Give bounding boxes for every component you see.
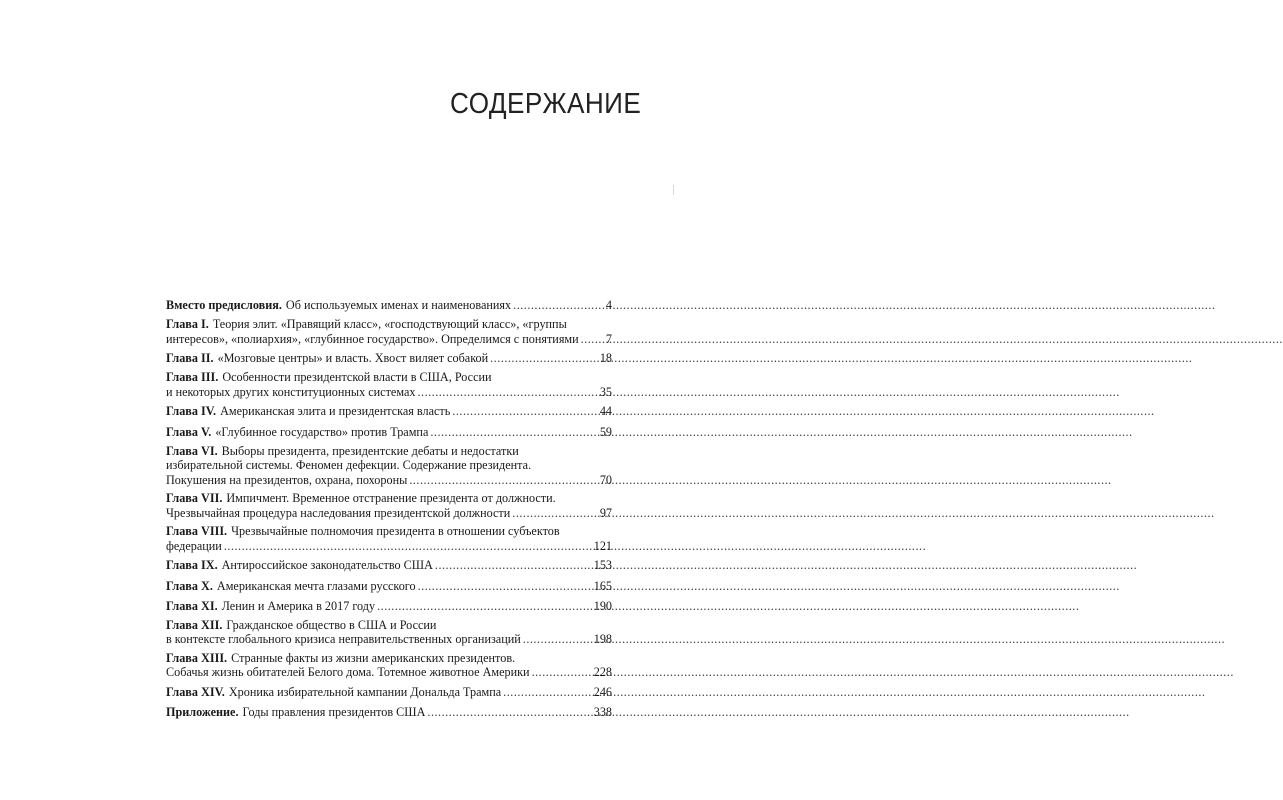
toc-entry-text: Теория элит. «Правящий класс», «господствующий класс», «группы	[212, 317, 567, 332]
toc-entry	[166, 578, 612, 594]
page-title: СОДЕРЖАНИЕ	[450, 88, 642, 120]
toc-entry	[166, 684, 612, 700]
table-of-contents	[166, 297, 612, 724]
toc-leader-dots	[430, 424, 597, 440]
toc-page-number: 4	[605, 298, 612, 312]
toc-entry-text: Странные факты из жизни американских президентов.	[231, 650, 516, 665]
toc-leader-dots	[377, 598, 592, 614]
toc-entry	[166, 297, 612, 313]
toc-entry-text: интересов», «полиархия», «глубинное государство». Определимся с понятиями	[166, 331, 579, 346]
toc-entry	[166, 557, 612, 573]
toc-entry	[166, 598, 612, 614]
toc-leader-dots	[409, 473, 598, 488]
toc-leader-dots	[418, 578, 592, 594]
toc-entry-text: Американская мечта глазами русского	[216, 578, 416, 593]
toc-entry-prefix: Глава V.	[166, 424, 212, 439]
toc-leader-dots	[435, 557, 592, 573]
toc-page-number: 70	[599, 472, 612, 487]
toc-line	[166, 684, 612, 700]
toc-line	[166, 618, 612, 633]
toc-line	[166, 317, 612, 332]
toc-line	[166, 491, 612, 506]
toc-entry-prefix: Глава X.	[166, 578, 213, 593]
toc-leader-dots	[452, 403, 598, 419]
toc-entry-text: Об используемых именах и наименованиях	[285, 298, 512, 312]
toc-entry-text: Покушения на президентов, охрана, похороны	[166, 472, 408, 487]
toc-leader-dots	[490, 350, 598, 366]
toc-line	[166, 665, 612, 680]
toc-line	[166, 557, 612, 573]
toc-leader-dots	[417, 385, 597, 400]
toc-entry-prefix: Глава VI.	[166, 443, 218, 458]
page-mark	[673, 185, 674, 195]
toc-entry-text: Чрезвычайные полномочия президента в отношении субъектов	[231, 524, 560, 539]
toc-page-number: 35	[599, 384, 612, 399]
toc-page-number: 121	[593, 538, 612, 553]
toc-page-number: 7	[605, 331, 612, 346]
toc-entry-text: «Глубинное государство» против Трампа	[215, 424, 429, 439]
toc-page-number: 18	[599, 351, 612, 366]
toc-entry-text: Чрезвычайная процедура наследования президентской должности	[166, 505, 511, 520]
toc-page-number: 190	[593, 598, 612, 613]
toc-entry-prefix: Глава IX.	[166, 558, 218, 573]
toc-entry-prefix: Глава XIV.	[166, 684, 225, 699]
toc-entry-text: Выборы президента, президентские дебаты и недостатки	[221, 443, 519, 458]
toc-page-number: 165	[593, 578, 612, 593]
toc-leader-dots	[503, 684, 592, 700]
toc-leader-dots	[513, 297, 604, 313]
toc-entry-text: Антироссийское законодательство США	[221, 558, 433, 573]
toc-entry-prefix: Глава XII.	[166, 617, 223, 632]
toc-line	[166, 458, 612, 473]
toc-entry-prefix: Глава VII.	[166, 491, 223, 506]
toc-leader-dots	[224, 539, 592, 554]
toc-entry-prefix: Глава IV.	[166, 404, 217, 419]
toc-line	[166, 424, 612, 440]
toc-entry	[166, 370, 612, 399]
toc-entry-text: Ленин и Америка в 2017 году	[221, 598, 376, 613]
toc-page-number: 228	[593, 665, 612, 680]
toc-line	[166, 632, 612, 647]
toc-entry-text: избирательной системы. Феномен дефекции. Содержание президента.	[166, 458, 532, 473]
toc-entry	[166, 704, 612, 720]
toc-line	[166, 444, 612, 459]
toc-entry-prefix: Глава III.	[166, 370, 219, 385]
toc-entry-prefix: Глава I.	[166, 317, 209, 332]
toc-entry-text: Гражданское общество в США и России	[226, 617, 437, 632]
toc-line	[166, 297, 612, 313]
toc-entry-text: «Мозговые центры» и власть. Хвост виляет собакой	[217, 351, 489, 366]
toc-entry-prefix: Глава XIII.	[166, 650, 228, 665]
toc-entry-text: Годы правления президентов США	[242, 705, 426, 720]
toc-entry-text: в контексте глобального кризиса неправительственных организаций	[166, 632, 521, 647]
toc-page-number: 44	[599, 404, 612, 419]
toc-entry-text: Собачья жизнь обитателей Белого дома. Тотемное животное Америки	[166, 665, 530, 680]
toc-page-number: 198	[593, 632, 612, 647]
toc-entry	[166, 618, 612, 647]
toc-entry	[166, 491, 612, 520]
toc-line	[166, 578, 612, 594]
toc-line	[166, 350, 612, 366]
toc-entry-prefix: Глава XI.	[166, 598, 218, 613]
toc-entry-text: Хроника избирательной кампании Дональда Трампа	[228, 684, 502, 699]
toc-leader-dots	[532, 665, 592, 680]
toc-line	[166, 506, 612, 521]
toc-leader-dots	[512, 506, 598, 521]
toc-entry	[166, 524, 612, 553]
toc-page-number: 153	[593, 558, 612, 573]
toc-line	[166, 598, 612, 614]
toc-entry-text: Особенности президентской власти в США, России	[222, 370, 492, 385]
toc-line	[166, 403, 612, 419]
toc-leader-dots	[581, 332, 604, 347]
toc-line	[166, 539, 612, 554]
toc-line	[166, 385, 612, 400]
toc-line	[166, 370, 612, 385]
toc-entry-prefix: Глава II.	[166, 351, 214, 366]
toc-entry-text: Американская элита и президентская власть	[220, 404, 451, 419]
toc-line	[166, 651, 612, 666]
toc-entry-prefix: Приложение.	[166, 705, 239, 720]
toc-entry-prefix: Вместо предисловия.	[166, 298, 282, 312]
toc-line	[166, 704, 612, 720]
toc-page-number: 246	[593, 684, 612, 699]
toc-entry	[166, 317, 612, 346]
toc-page-number: 59	[599, 424, 612, 439]
toc-line	[166, 332, 612, 347]
toc-entry	[166, 350, 612, 366]
toc-line	[166, 524, 612, 539]
toc-page-number: 97	[599, 505, 612, 520]
toc-leader-dots	[427, 704, 591, 720]
toc-entry-prefix: Глава VIII.	[166, 524, 228, 539]
toc-line	[166, 473, 612, 488]
toc-page-number: 338	[593, 705, 612, 720]
toc-entry	[166, 651, 612, 680]
toc-entry-text: федерации	[166, 538, 222, 553]
toc-leader-dots	[523, 632, 592, 647]
toc-entry	[166, 444, 612, 488]
toc-entry-text: и некоторых других конституционных системах	[166, 384, 416, 399]
toc-entry-text: Импичмент. Временное отстранение президента от должности.	[226, 491, 556, 506]
toc-entry	[166, 403, 612, 419]
toc-entry	[166, 424, 612, 440]
